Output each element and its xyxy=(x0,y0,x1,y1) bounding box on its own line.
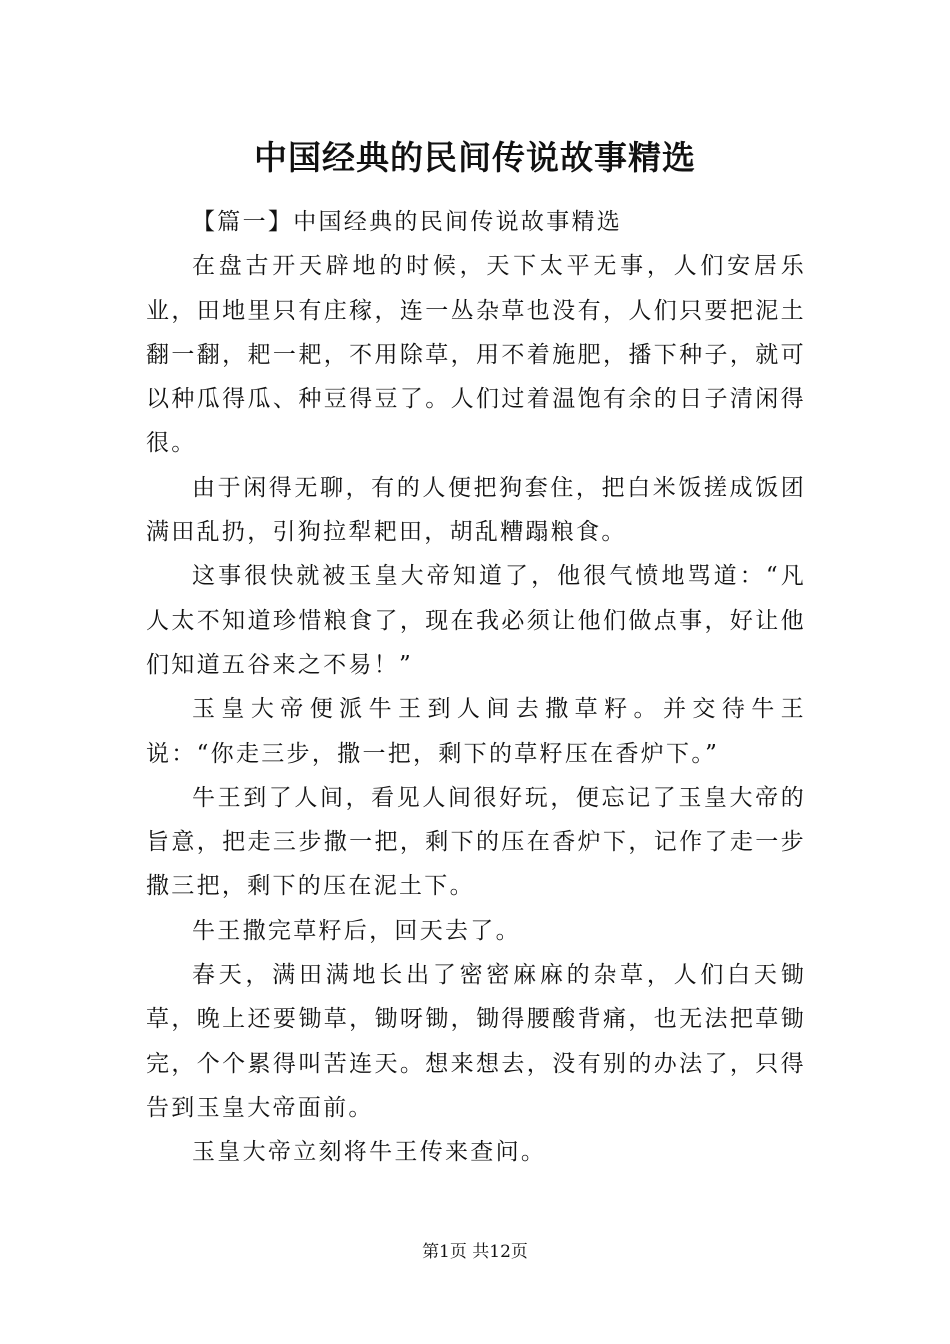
paragraph: 玉皇大帝立刻将牛王传来查问。 xyxy=(192,1139,547,1166)
paragraph: 由于闲得无聊，有的人便把狗套住，把白米饭搓成饭团满田乱扔，引狗拉犁耙田，胡乱糟蹋粮食。 xyxy=(146,474,806,546)
document-body xyxy=(146,200,806,1175)
section-heading: 【篇一】中国经典的民间传说故事精选 xyxy=(192,209,623,235)
paragraph: 牛王到了人间，看见人间很好玩，便忘记了玉皇大帝的旨意，把走三步撒一把，剩下的压在香炉下，记作了走一步撒三把，剩下的压在泥土下。 xyxy=(146,784,806,900)
paragraph: 春天，满田满地长出了密密麻麻的杂草，人们白天锄草，晚上还要锄草，锄呀锄，锄得腰酸背痛，也无法把草锄完，个个累得叫苦连天。想来想去，没有别的办法了，只得告到玉皇大帝面前。 xyxy=(146,962,806,1121)
paragraph: 玉皇大帝便派牛王到人间去撒草籽。并交待牛王说：“你走三步，撒一把，剩下的草籽压在香炉下。” xyxy=(146,696,806,767)
paragraph: 这事很快就被玉皇大帝知道了，他很气愤地骂道：“凡人太不知道珍惜粮食了，现在我必须让他们做点事，好让他们知道五谷来之不易！” xyxy=(146,563,806,678)
paragraph: 牛王撒完草籽后，回天去了。 xyxy=(192,917,521,944)
page-footer: 第1页 共12页 xyxy=(422,1242,528,1262)
paragraph: 在盘古开天辟地的时候，天下太平无事，人们安居乐业，田地里只有庄稼，连一丛杂草也没有，人们只要把泥土翻一翻，耙一耙，不用除草，用不着施肥，播下种子，就可以种瓜得瓜、种豆得豆了。人们过着温饱有余的日子清闲得很。 xyxy=(146,253,806,457)
document-title: 中国经典的民间传说故事精选 xyxy=(254,138,696,177)
